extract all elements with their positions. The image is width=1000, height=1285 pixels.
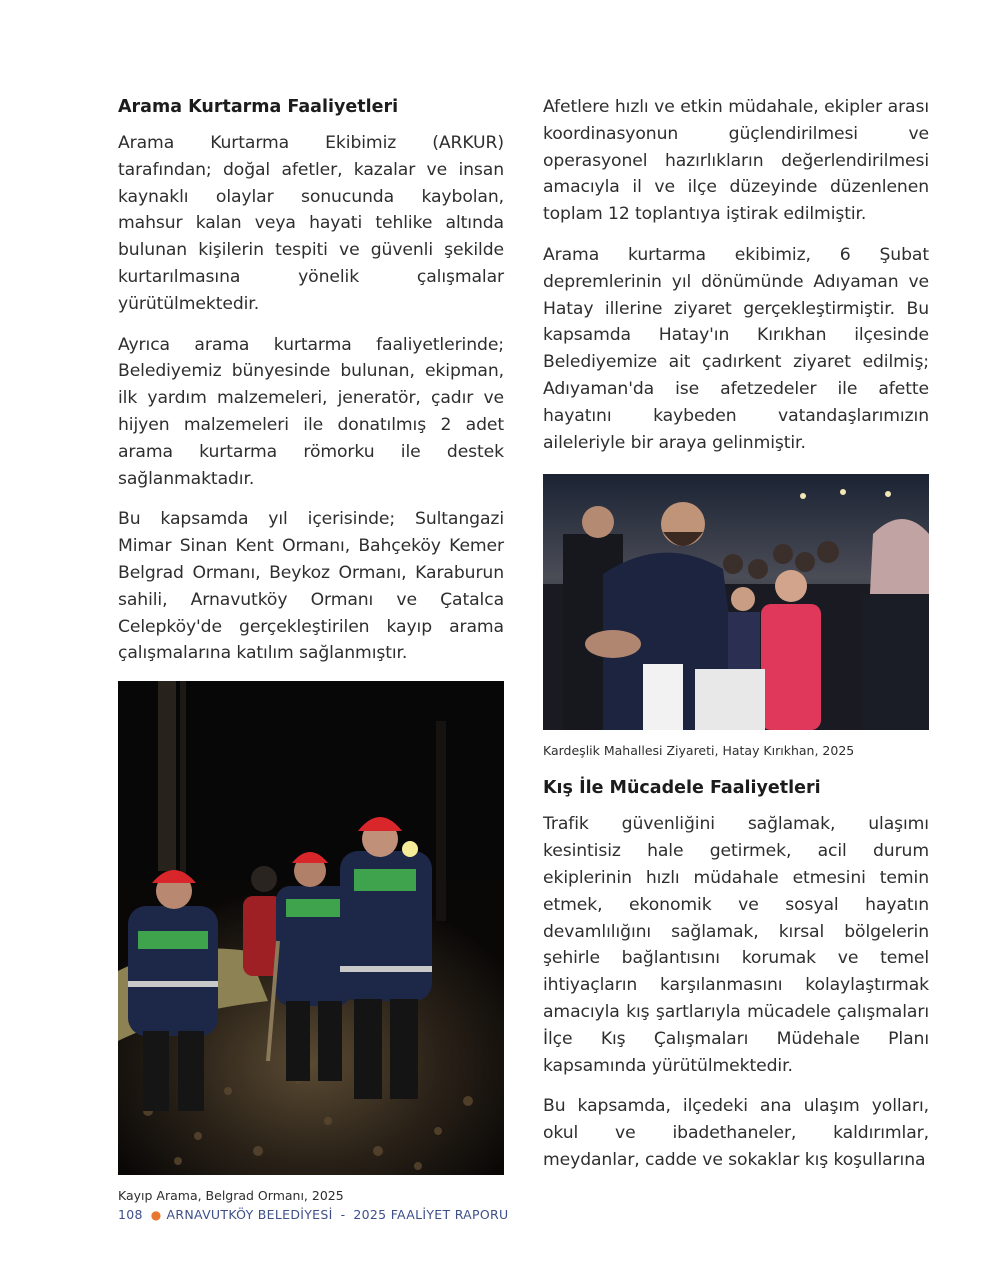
photo-caption: Kayıp Arama, Belgrad Ormanı, 2025 (118, 1188, 344, 1204)
paragraph: Bu kapsamda yıl içerisinde; Sultangazi Mimar Sinan Kent Ormanı, Bahçeköy Kemer Belgrad Ormanı, Beykoz Ormanı, Karaburun sahili, Arnavutköy Ormanı ve Çatalca Celepköy'de gerçekleştirilen kayıp arama çalışmalarına katılım sağlanmıştır. (118, 509, 504, 664)
photo-caption: Kardeşlik Mahallesi Ziyareti, Hatay Kırıkhan, 2025 (543, 743, 855, 759)
photo-forest-search (118, 681, 504, 1175)
footer-org: ARNAVUTKÖY BELEDİYESİ (166, 1207, 333, 1222)
paragraph: Arama kurtarma ekibimiz, 6 Şubat depremlerinin yıl dönümünde Adıyaman ve Hatay illerine ziyaret gerçekleştirmiştir. Bu kapsamda Hatay'ın Kırıkhan ilçesinde Belediyemize ait çadırkent ziyaret edilmiş; Adıyaman'da ise afetzedeler ile afette hayatını kaybeden vatandaşlarımızın aileleriyle bir araya gelinmiştir. (543, 244, 929, 453)
section-heading-search-rescue: Arama Kurtarma Faaliyetleri (118, 97, 399, 117)
footer-report: 2025 FAALİYET RAPORU (353, 1207, 509, 1222)
right-column (543, 94, 929, 1188)
footer-dot-icon: ● (150, 1207, 162, 1222)
paragraph: Arama Kurtarma Ekibimiz (ARKUR) tarafından; doğal afetler, kazalar ve insan kaynaklı olaylar sonucunda kaybolan, mahsur kalan veya hayati tehlike altında bulunan kişilerin tespiti ve güvenli şekilde kurtarılmasına yönelik çalışmalar yürütülmektedir. (118, 133, 504, 314)
hatay-visit-illustration (543, 474, 929, 730)
photo-hatay-visit (543, 474, 929, 730)
forest-search-illustration (118, 681, 504, 1175)
paragraph: Afetlere hızlı ve etkin müdahale, ekipler arası koordinasyonun güçlendirilmesi ve operasyonel hazırlıkların değerlendirilmesi amacıyla il ve ilçe düzeyinde düzenlenen toplam 12 toplantıya iştirak edilmiştir. (543, 97, 929, 225)
footer-separator: - (340, 1207, 346, 1222)
paragraph: Ayrıca arama kurtarma faaliyetlerinde; Belediyemiz bünyesinde bulunan, ekipman, ilk yardım malzemeleri, jeneratör, çadır ve hijyen malzemeleri ile donatılmış 2 adet arama kurtarma römorku ile destek sağlanmaktadır. (118, 334, 504, 489)
paragraph: Bu kapsamda, ilçedeki ana ulaşım yolları, okul ve ibadethaneler, kaldırımlar, meydanlar, cadde ve sokaklar kış koşullarına (543, 1096, 929, 1170)
paragraph: Trafik güvenliğini sağlamak, ulaşımı kesintisiz hale getirmek, acil durum ekiplerinin hızlı müdahale etmesini temin etmek, ekonomik ve sosyal hayatın devamlılığını sağlamak, kırsal bölgelerin şehirle bağlantısını korumak ve temel ihtiyaçların karşılanmasını kolaylaştırmak amacıyla kış şartlarıyla mücadele çalışmaları İlçe Kış Çalışmaları Müdehale Planı kapsamında yürütülmektedir. (543, 814, 929, 1076)
page-footer (118, 1207, 508, 1222)
left-column (118, 94, 504, 1204)
page-number: 108 (118, 1207, 143, 1222)
section-heading-winter: Kış İle Mücadele Faaliyetleri (543, 778, 821, 799)
